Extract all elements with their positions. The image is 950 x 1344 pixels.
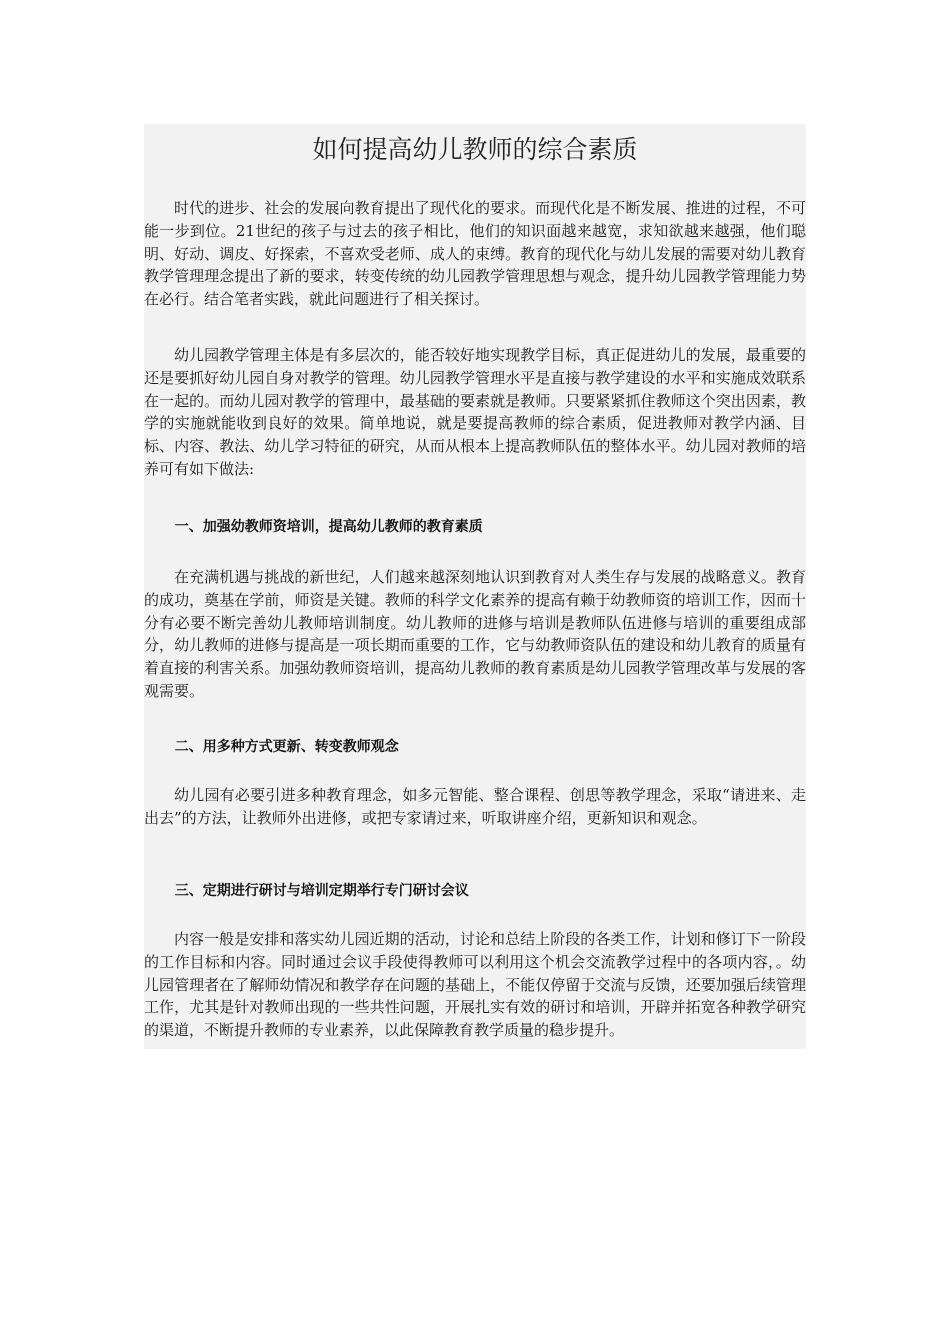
section-2-paragraph: 幼儿园有必要引进多种教育理念，如多元智能、整合课程、创思等教学理念，采取“请进来、走出去”的方法，让教师外出进修，或把专家请过来，听取讲座介绍，更新知识和观念。 [144, 786, 806, 827]
body-paragraph-management: 幼儿园教学管理主体是有多层次的，能否较好地实现教学目标，真正促进幼儿的发展，最重要的还是要抓好幼儿园自身对教学的管理。幼儿园教学管理水平是直接与教学建设的水平和实施成效联系在一起的。而幼儿园对教学的管理中，最基础的要素就是教师。只要紧紧抓住教师这个突出因素，教学的实施就能收到良好的效果。简单地说，就是要提高教师的综合素质，促进教师对教学内涵、目标、内容、教法、幼儿学习特征的研究，从而从根本上提高教师队伍的整体水平。幼儿园对教师的培养可有如下做法: [144, 346, 806, 478]
section-1-paragraph: 在充满机遇与挑战的新世纪，人们越来越深刻地认识到教育对人类生存与发展的战略意义。教育的成功，奠基在学前，师资是关键。教师的科学文化素养的提高有赖于幼教师资的培训工作，因而十分有必要不断完善幼儿教师培训制度。幼儿教师的进修与培训是教师队伍进修与培训的重要组成部分，幼儿教师的进修与提高是一项长期而重要的工作，它与幼教师资队伍的建设和幼儿教育的质量有着直接的利害关系。加强幼教师资培训，提高幼儿教师的教育素质是幼儿园教学管理改革与发展的客观需要。 [144, 568, 806, 700]
section-heading-3: 三、定期进行研讨与培训定期举行专门研讨会议 [174, 883, 469, 899]
intro-paragraph: 时代的进步、社会的发展向教育提出了现代化的要求。而现代化是不断发展、推进的过程，不可能一步到位。21世纪的孩子与过去的孩子相比，他们的知识面越来越宽，求知欲越来越强，他们聪明、好动、调皮、好探索，不喜欢受老师、成人的束缚。教育的现代化与幼儿发展的需要对幼儿教育教学管理理念提出了新的要求，转变传统的幼儿园教学管理思想与观念，提升幼儿园教学管理能力势在必行。结合笔者实践，就此问题进行了相关探讨。 [144, 199, 806, 309]
section-heading-2: 二、用多种方式更新、转变教师观念 [174, 739, 399, 755]
section-heading-1: 一、加强幼教师资培训，提高幼儿教师的教育素质 [174, 519, 483, 535]
section-3-paragraph: 内容一般是安排和落实幼儿园近期的活动，讨论和总结上阶段的各类工作，计划和修订下一阶段的工作目标和内容。同时通过会议手段使得教师可以利用这个机会交流教学过程中的各项内容，。幼儿园管理者在了解师幼情况和教学存在问题的基础上，不能仅停留于交流与反馈，还要加强后续管理工作，尤其是针对教师出现的一些共性问题，开展扎实有效的研讨和培训，开辟并拓宽各种教学研究的渠道，不断提升教师的专业素养，以此保障教育教学质量的稳步提升。 [144, 930, 806, 1040]
document-title: 如何提高幼儿教师的综合素质 [312, 135, 638, 164]
